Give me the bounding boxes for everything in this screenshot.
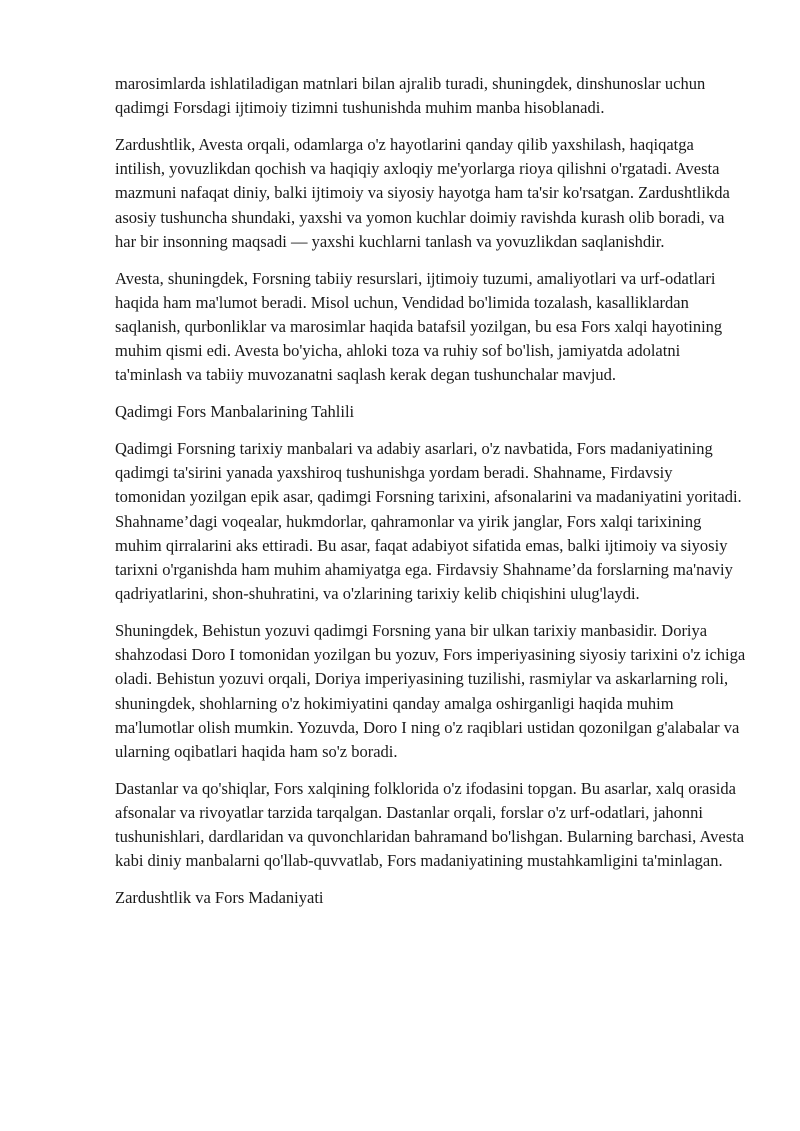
- paragraph-folklore: Dastanlar va qo'shiqlar, Fors xalqining folklorida o'z ifodasini topgan. Bu asarlar, xalq orasida afsonalar va rivoyatlar tarzida tarqalgan. Dastanlar orqali, forslar o'z urf-odatlari, jahonni tushunishlari, dardlaridan va quvonchlaridan bahramand bo'lishgan. Bularning barchasi, Avesta kabi diniy manbalarni qo'llab-quvvatlab, Fors madaniyatining mustahkamligini ta'minlagan.: [115, 778, 745, 871]
- paragraph-behistun: Shuningdek, Behistun yozuvi qadimgi Forsning yana bir ulkan tarixiy manbasidir. Doriya shahzodasi Doro I tomonidan yozilgan bu yozuv, Fors imperiyasining siyosiy tarixini o'z ichiga oladi. Behistun yozuvi orqali, Doriya imperiyasining tuzilishi, rasmiylar va askarlarning roli, shuningdek, shohlarning o'z hokimiyatini qanday amalga oshirganligi haqida muhim ma'lumotlar olish mumkin. Yozuvda, Doro I ning o'z raqiblari ustidan qozonilgan g'alabalar va ularning oqibatlari haqida ham so'z boradi.: [115, 621, 746, 762]
- section-heading-sources-analysis: Qadimgi Fors Manbalarining Tahlili: [115, 402, 355, 422]
- paragraph-zoroastrian-ethics: Zardushtlik, Avesta orqali, odamlarga o'z hayotlarini qanday qilib yaxshilash, haqiqatga intilish, yovuzlikdan qochish va haqiqiy axloqiy me'yorlarga rioya qilishni o'rgatadi. Avesta mazmuni nafaqat diniy, balki ijtimoiy va siyosiy hayotga ham ta'sir ko'rsatgan. Zardushtlikda asosiy tushuncha shundaki, yaxshi va yomon kuchlar doimiy ravishda kurash olib boradi, va har bir insonning maqsadi — yaxshi kuchlarni tanlash va yovuzlikdan saqlanishdir.: [115, 135, 730, 251]
- paragraph-ritual-texts: marosimlarda ishlatiladigan matnlari bilan ajralib turadi, shuningdek, dinshunoslar uchun qadimgi Forsdagi ijtimoiy tizimni tushunishda muhim manba hisoblanadi.: [115, 74, 706, 118]
- paragraph-shahname: Qadimgi Forsning tarixiy manbalari va adabiy asarlari, o'z navbatida, Fors madaniyatining qadimgi ta'sirini yanada yaxshiroq tushunishga yordam beradi. Shahname, Firdavsiy tomonidan yozilgan epik asar, qadimgi Forsning tarixini, afsonalarini va madaniyatini yoritadi. Shahname’dagi voqealar, hukmdorlar, qahramonlar va yirik janglar, Fors xalqi tarixining muhim qirralarini aks ettiradi. Bu asar, faqat adabiyot sifatida emas, balki ijtimoiy va siyosiy tarixni o'rganishda ham muhim ahamiyatga ega. Firdavsiy Shahname’da forslarning ma'naviy qadriyatlarini, shon-shuhratini, va o'zlarining tarixiy kelib chiqishini ulug'laydi.: [115, 439, 742, 604]
- section-heading-zoroastrianism-culture: Zardushtlik va Fors Madaniyati: [115, 888, 324, 908]
- paragraph-avesta-society: Avesta, shuningdek, Forsning tabiiy resurslari, ijtimoiy tuzumi, amaliyotlari va urf-odatlari haqida ham ma'lumot beradi. Misol uchun, Vendidad bo'limida tozalash, kasalliklardan saqlanish, qurbonliklar va marosimlar haqida batafsil yozilgan, bu esa Fors xalqi hayotining muhim qismi edi. Avesta bo'yicha, ahloki toza va ruhiy sof bo'lish, jamiyatda adolatni ta'minlash va tabiiy muvozanatni saqlash kerak degan tushunchalar mavjud.: [115, 268, 723, 385]
- document-page: [115, 72, 747, 923]
